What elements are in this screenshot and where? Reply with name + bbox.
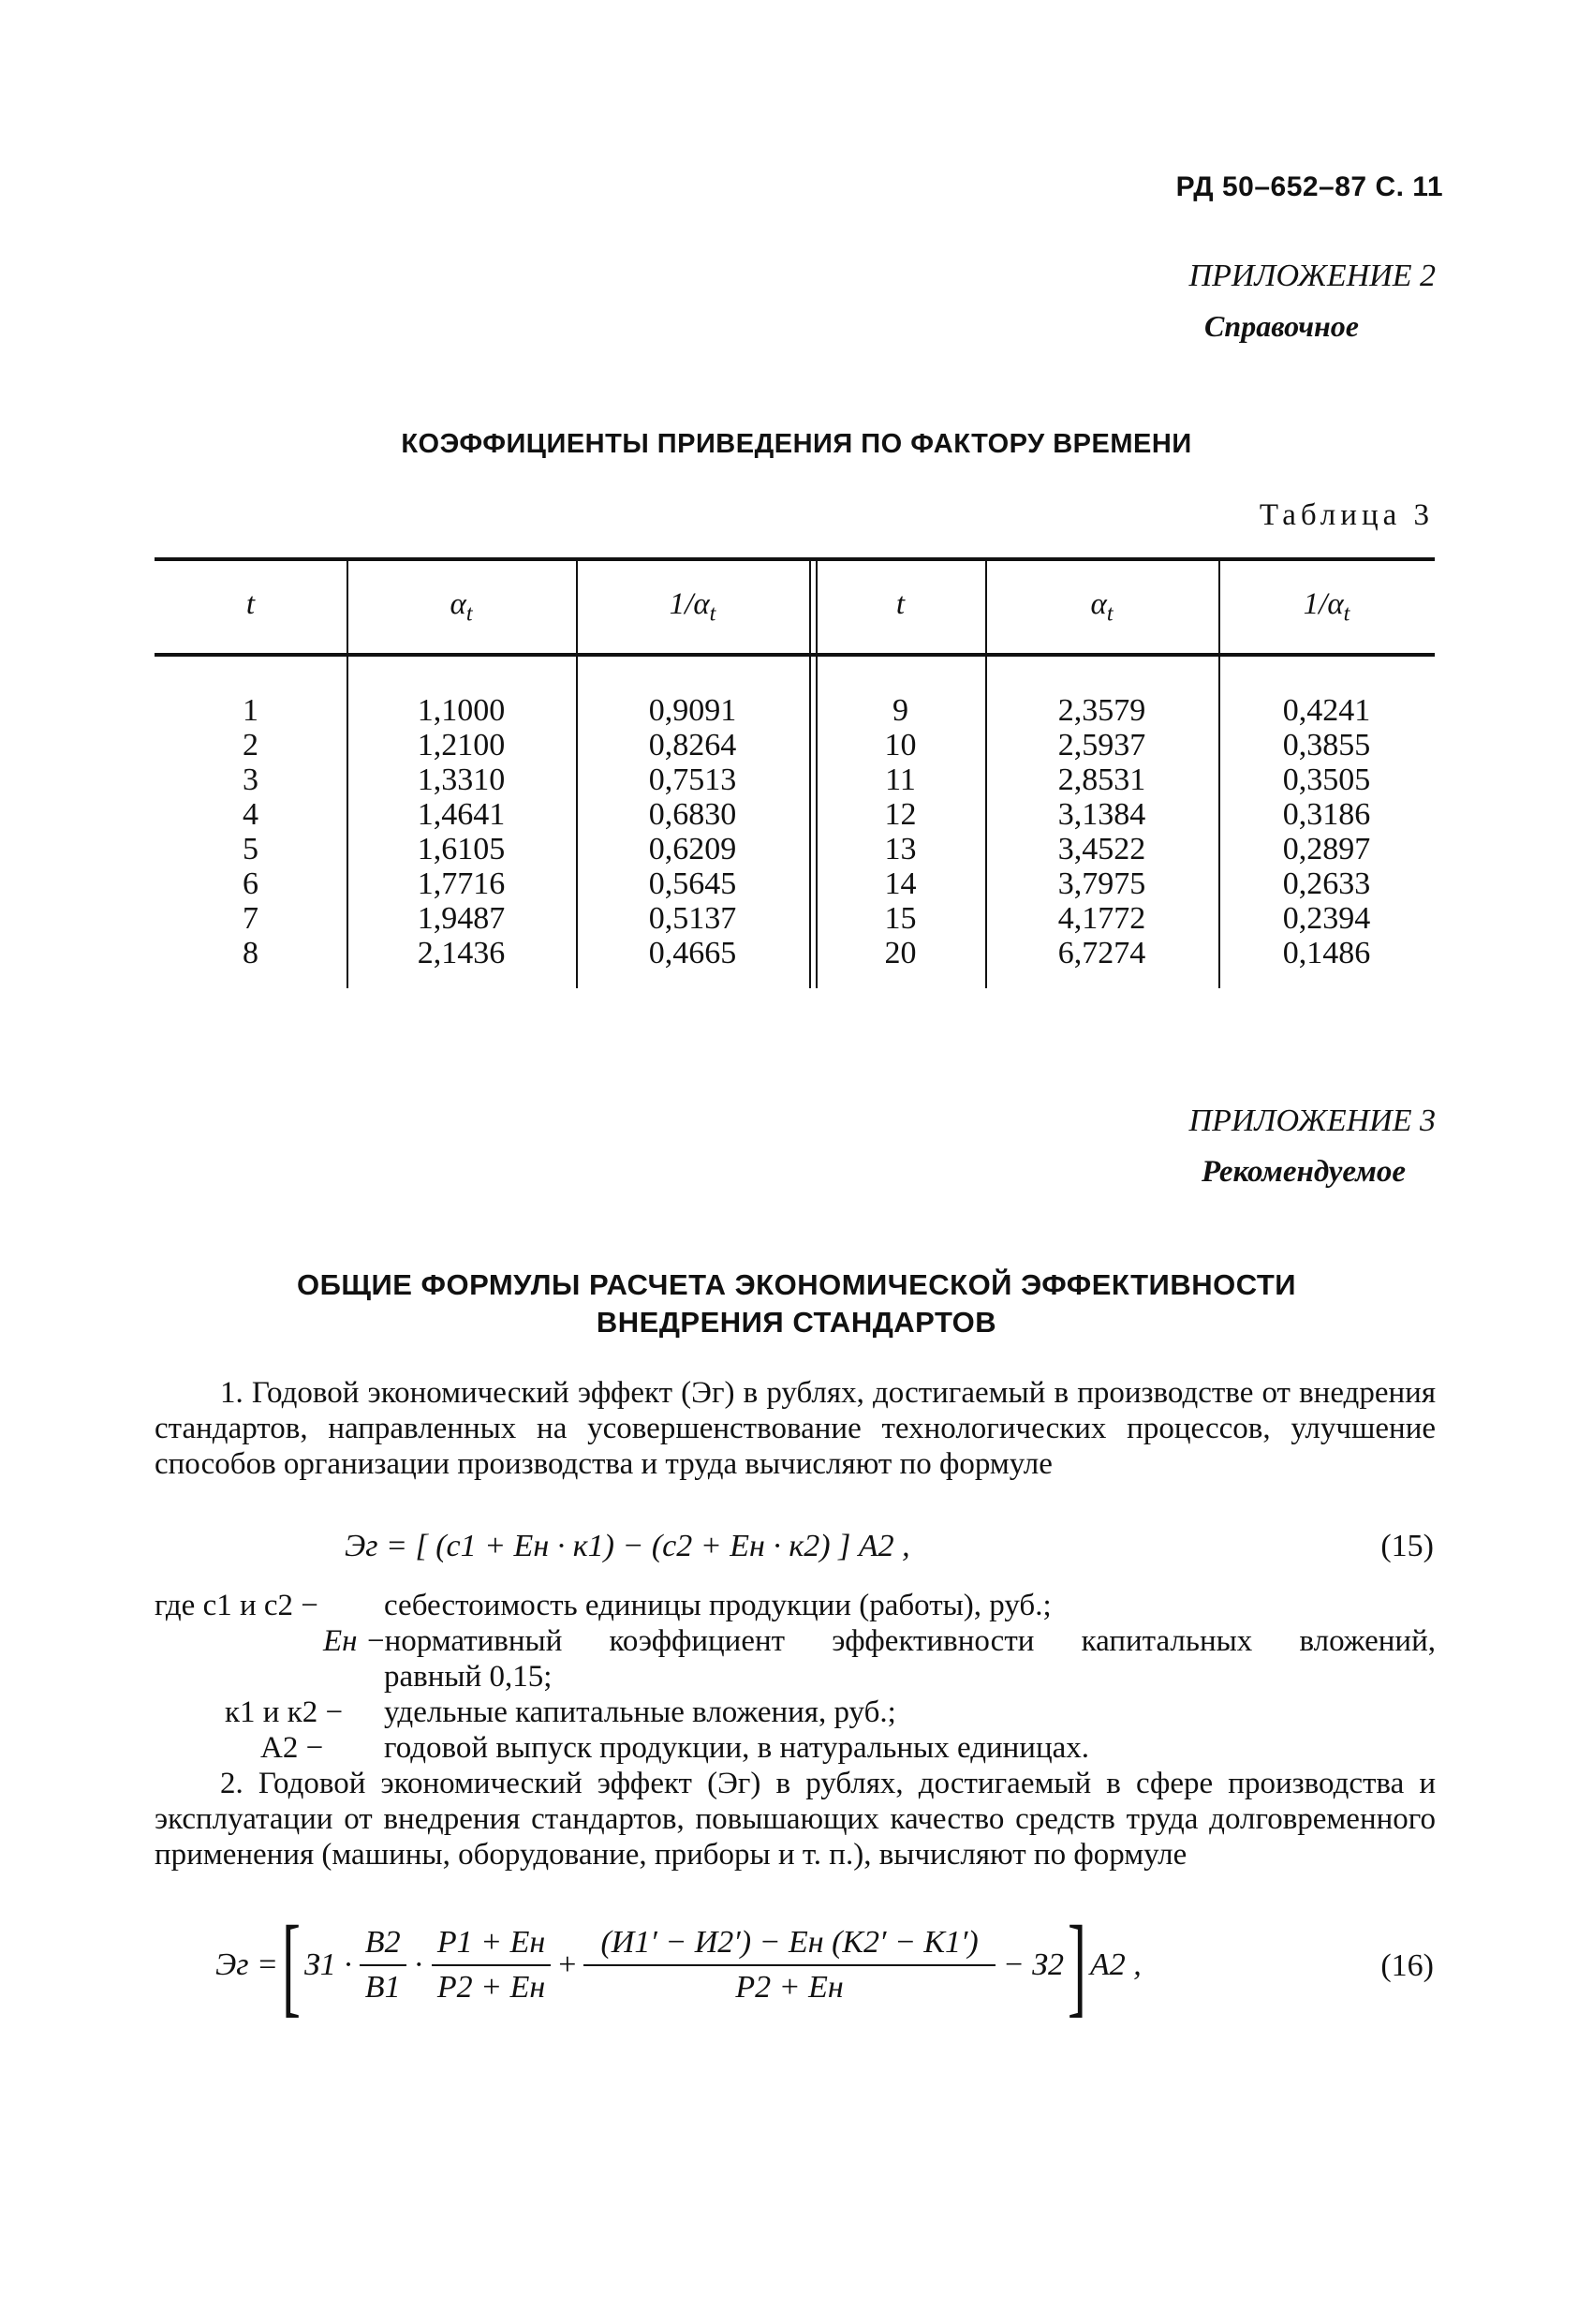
table-cell: 1,7716 bbox=[417, 866, 506, 901]
table-cell: 0,7513 bbox=[648, 762, 737, 797]
table-cell: 0,4665 bbox=[648, 936, 737, 970]
table-cell: 1,3310 bbox=[417, 762, 506, 797]
definition-c-text: себестоимость единицы продукции (работы), руб.; bbox=[384, 1589, 1052, 1622]
appendix-3-label: ПРИЛОЖЕНИЕ 3 bbox=[1188, 1103, 1436, 1138]
table-cell: 0,1486 bbox=[1282, 936, 1371, 970]
table-cell: 11 bbox=[885, 762, 916, 797]
formula-16: Эг = [ З1 · $\frac{В2}{В1}$ · $\frac{Р1 + Ен}{Р2 + Ен}$ + $\frac{(И1' - И2') - Ен (К2' - К1')}{Р2 + Ен}$ − З2 ] А2 , bbox=[215, 1902, 1142, 2027]
table-cell: 6,7274 bbox=[1057, 936, 1146, 970]
appendix-3-status: Рекомендуемое bbox=[1201, 1155, 1406, 1189]
table-cell: 0,6209 bbox=[648, 832, 737, 866]
fraction-main: $\frac{(И1' - И2') - Ен (К2' - К1')}{Р2 + Ен}$ bbox=[583, 1925, 995, 2006]
definition-a-text: годовой выпуск продукции, в натуральных единицах. bbox=[384, 1731, 1090, 1765]
table-cell: 0,3505 bbox=[1282, 762, 1371, 797]
definition-en-continued: равный 0,15; bbox=[384, 1660, 553, 1694]
table-cell: 15 bbox=[884, 901, 917, 936]
table-cell: 0,5137 bbox=[648, 901, 737, 936]
definition-c-symbol: где с1 и с2 − bbox=[155, 1589, 318, 1622]
table-cell: 12 bbox=[884, 797, 917, 832]
table-cell: 2,5937 bbox=[1057, 728, 1146, 762]
appendix-2-label: ПРИЛОЖЕНИЕ 2 bbox=[1188, 259, 1436, 293]
column-header: t bbox=[245, 587, 256, 621]
table-3-caption: Таблица 3 bbox=[1259, 498, 1434, 532]
section-title-line-2: ВНЕДРЕНИЯ СТАНДАРТОВ bbox=[596, 1306, 997, 1339]
definition-a-symbol: А2 − bbox=[260, 1731, 324, 1765]
column-header: $\alpha_t$ bbox=[450, 587, 473, 627]
formula-15: Эг = [ (с1 + Ен · к1) − (с2 + Ен · к2) ] А2 , bbox=[345, 1529, 910, 1563]
table-cell: 1,1000 bbox=[417, 693, 506, 728]
table-cell: 10 bbox=[884, 728, 917, 762]
definition-en-symbol: Ен bbox=[323, 1624, 358, 1658]
column-t-right bbox=[816, 557, 985, 988]
column-inverse-alpha-right bbox=[1218, 557, 1435, 988]
table-cell: 14 bbox=[884, 866, 917, 901]
table-cell: 20 bbox=[884, 936, 917, 970]
right-bracket: ] bbox=[1068, 1902, 1086, 2027]
column-header: $\alpha_t$ bbox=[1090, 587, 1114, 627]
table-cell: 0,5645 bbox=[648, 866, 737, 901]
section-title bbox=[0, 1266, 1593, 1341]
table-cell: 0,2633 bbox=[1282, 866, 1371, 901]
table-cell: 3,4522 bbox=[1057, 832, 1146, 866]
column-header: t bbox=[895, 587, 906, 621]
column-header: $1/\alpha_t$ bbox=[1303, 587, 1350, 627]
table-cell: 4,1772 bbox=[1057, 901, 1146, 936]
formula-16-number: (16) bbox=[1380, 1948, 1434, 1983]
table-cell: 2 bbox=[243, 728, 258, 762]
table-cell: 0,3186 bbox=[1282, 797, 1371, 832]
column-t-left bbox=[155, 557, 347, 988]
column-alpha-left bbox=[347, 557, 576, 988]
table-cell: 2,8531 bbox=[1057, 762, 1146, 797]
table-cell: 1 bbox=[243, 693, 258, 728]
column-alpha-right bbox=[985, 557, 1218, 988]
section-title-line-1: ОБЩИЕ ФОРМУЛЫ РАСЧЕТА ЭКОНОМИЧЕСКОЙ ЭФФЕКТИВНОСТИ bbox=[296, 1268, 1297, 1301]
fraction-b: $\frac{В2}{В1}$ bbox=[360, 1925, 406, 2006]
table-cell: 13 bbox=[884, 832, 917, 866]
table-cell: 0,8264 bbox=[648, 728, 737, 762]
column-inverse-alpha-left bbox=[576, 557, 809, 988]
table-cell: 0,9091 bbox=[648, 693, 737, 728]
definition-k-text: удельные капитальные вложения, руб.; bbox=[384, 1695, 896, 1729]
table-cell: 4 bbox=[243, 797, 258, 832]
coefficients-table bbox=[155, 557, 1435, 988]
table-cell: 0,2394 bbox=[1282, 901, 1371, 936]
column-header: $1/\alpha_t$ bbox=[669, 587, 716, 627]
formula-16-lhs: Эг = bbox=[215, 1947, 278, 1982]
formula-16-a2: А2 , bbox=[1089, 1947, 1142, 1982]
table-cell: 3,1384 bbox=[1057, 797, 1146, 832]
table-cell: 3,7975 bbox=[1057, 866, 1146, 901]
fraction-p: $\frac{Р1 + Ен}{Р2 + Ен}$ bbox=[432, 1925, 551, 2006]
table-cell: 0,6830 bbox=[648, 797, 737, 832]
formula-16-z1: З1 · bbox=[303, 1947, 352, 1982]
paragraph-2: 2. Годовой экономический эффект (Эг) в рублях, достигаемый в сфере производства и эксплуатации от внедрения стандартов, повышающих качество средств труда долговременного применения (машины, оборудование, приборы и т. п.), вычисляют по формуле bbox=[155, 1767, 1436, 1872]
table-cell: 2,3579 bbox=[1057, 693, 1146, 728]
table-cell: 5 bbox=[243, 832, 258, 866]
table-cell: 1,9487 bbox=[417, 901, 506, 936]
formula-15-number: (15) bbox=[1380, 1529, 1434, 1563]
table-cell: 0,2897 bbox=[1282, 832, 1371, 866]
table-3-title: КОЭФФИЦИЕНТЫ ПРИВЕДЕНИЯ ПО ФАКТОРУ ВРЕМЕНИ bbox=[401, 429, 1192, 459]
table-cell: 6 bbox=[243, 866, 258, 901]
appendix-2-status: Справочное bbox=[1204, 309, 1359, 343]
table-cell: 7 bbox=[243, 901, 258, 936]
paragraph-1: 1. Годовой экономический эффект (Эг) в рублях, достигаемый в производстве от внедрения стандартов, направленных на усовершенствование технологических процессов, улучшение способов организации производства и труда вычисляют по формуле bbox=[155, 1376, 1436, 1481]
table-cell: 8 bbox=[243, 936, 258, 970]
table-cell: 1,2100 bbox=[417, 728, 506, 762]
table-cell: 2,1436 bbox=[417, 936, 506, 970]
table-cell: 3 bbox=[243, 762, 258, 797]
table-cell: 0,4241 bbox=[1282, 693, 1371, 728]
definition-k-symbol: к1 и к2 − bbox=[225, 1695, 344, 1729]
left-bracket: [ bbox=[281, 1902, 301, 2027]
table-cell: 9 bbox=[892, 693, 908, 728]
page-header: РД 50–652–87 С. 11 bbox=[1175, 171, 1443, 202]
table-cell: 0,3855 bbox=[1282, 728, 1371, 762]
formula-16-z2: − З2 bbox=[1002, 1947, 1065, 1982]
table-cell: 1,6105 bbox=[417, 832, 506, 866]
table-cell: 1,4641 bbox=[417, 797, 506, 832]
definition-en-text: −нормативный коэффициент эффективности капитальных вложений, bbox=[367, 1624, 1436, 1658]
col-double-divider bbox=[809, 557, 811, 988]
